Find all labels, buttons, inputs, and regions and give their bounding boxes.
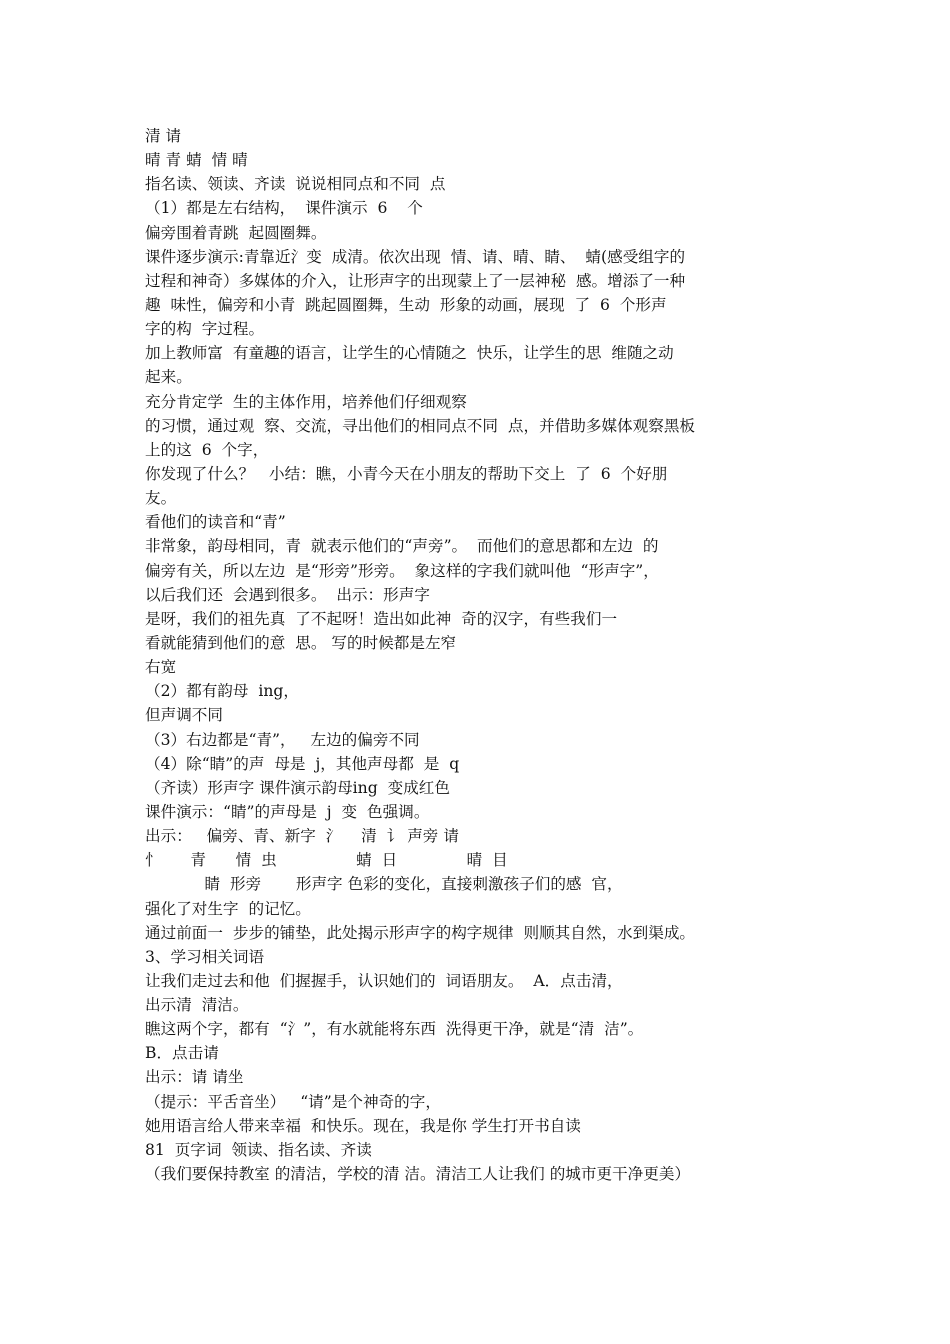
text-line: 课件逐步演示:青靠近氵变 成清。依次出现 情、请、晴、睛、 蜻(感受组字的 bbox=[145, 247, 686, 266]
text-line: 的习惯，通过观 察、交流，寻出他们的相同点不同 点，并借助多媒体观察黑板 bbox=[145, 416, 696, 435]
text-line: 你发现了什么？ 小结：瞧，小青今天在小朋友的帮助下交上 了 6 个好朋 bbox=[145, 464, 668, 483]
text-line: 上的这 6 个字， bbox=[145, 440, 269, 459]
text-line: 出示：请 请坐 bbox=[145, 1068, 244, 1087]
text-line: （我们要保持教室 的清洁，学校的清 洁。清洁工人让我们 的城市更干净更美） bbox=[145, 1165, 691, 1184]
section-heading: 3、学习相关词语 bbox=[145, 947, 265, 966]
text-line: 充分肯定学 生的主体作用，培养他们仔细观察 bbox=[145, 392, 467, 411]
text-line: 81 页字词 领读、指名读、齐读 bbox=[145, 1140, 372, 1159]
text-line: 但声调不同 bbox=[145, 706, 223, 725]
text-line: 出示清 清洁。 bbox=[145, 996, 249, 1015]
text-line: 是呀，我们的祖先真 了不起呀！造出如此神 奇的汉字，有些我们一 bbox=[145, 609, 618, 628]
text-line: 趣 味性，偏旁和小青 跳起圆圈舞，生动 形象的动画，展现 了 6 个形声 bbox=[145, 295, 667, 314]
text-line: 出示： 偏旁、青、新字 氵 清 讠 声旁 请 bbox=[145, 827, 459, 846]
text-line: （提示：平舌音坐） “请”是个神奇的字， bbox=[145, 1092, 441, 1111]
text-line: 看他们的读音和“青” bbox=[145, 513, 286, 532]
text-line: 看就能猜到他们的意 思。 写的时候都是左窄 bbox=[145, 633, 457, 652]
text-line: 偏旁围着青跳 起圆圈舞。 bbox=[145, 223, 327, 242]
text-line: 通过前面一 步步的铺垫，此处揭示形声字的构字规律 则顺其自然，水到渠成。 bbox=[145, 923, 696, 942]
text-line: 指名读、领读、齐读 说说相同点和不同 点 bbox=[145, 175, 446, 194]
text-line: 瞧这两个字，都有 “氵”，有水就能将东西 洗得更干净，就是“清 洁”。 bbox=[145, 1020, 644, 1039]
text-line: 她用语言给人带来幸福 和快乐。现在，我是你 学生打开书自读 bbox=[145, 1116, 581, 1135]
text-line: （2）都有韵母 ing， bbox=[145, 682, 300, 701]
text-line: 让我们走过去和他 们握握手，认识她们的 词语朋友。 A．点击清， bbox=[145, 971, 623, 990]
text-line: 偏旁有关，所以左边 是“形旁”形旁。 象这样的字我们就叫他 “形声字”， bbox=[145, 561, 659, 580]
text-line: 忄 青 情 虫 蜻 日 晴 目 bbox=[145, 851, 508, 870]
text-line: （3）右边都是“青”， 左边的偏旁不同 bbox=[145, 730, 420, 749]
text-line: 起来。 bbox=[145, 368, 192, 387]
text-line: 过程和神奇）多媒体的介入，让形声字的出现蒙上了一层神秘 感。增添了一种 bbox=[145, 271, 686, 290]
text-line: （齐读）形声字 课件演示韵母ing 变成红色 bbox=[145, 778, 450, 797]
text-line: 字的构 字过程。 bbox=[145, 320, 265, 339]
text-line: （4）除“睛”的声 母是 j，其他声母都 是 q bbox=[145, 754, 460, 773]
text-line: 友。 bbox=[145, 489, 177, 508]
text-line: 强化了对生字 的记忆。 bbox=[145, 899, 311, 918]
text-line: 睛 形旁 形声字 色彩的变化，直接刺激孩子们的感 官， bbox=[145, 875, 623, 894]
text-line: B．点击请 bbox=[145, 1044, 219, 1063]
text-line: （1）都是左右结构， 课件演示 6 个 bbox=[145, 199, 423, 218]
text-line: 右宽 bbox=[145, 658, 177, 677]
text-line: 非常象，韵母相同，青 就表示他们的“声旁”。 而他们的意思都和左边 的 bbox=[145, 537, 659, 556]
text-line: 以后我们还 会遇到很多。 出示：形声字 bbox=[145, 585, 430, 604]
document-page bbox=[145, 124, 835, 1186]
text-line: 晴 青 蜻 情 晴 bbox=[145, 151, 248, 170]
text-line: 课件演示：“睛”的声母是 j 变 色强调。 bbox=[145, 802, 430, 821]
text-line: 加上教师富 有童趣的语言，让学生的心情随之 快乐，让学生的思 维随之动 bbox=[145, 344, 674, 363]
text-line: 清 请 bbox=[145, 127, 182, 145]
